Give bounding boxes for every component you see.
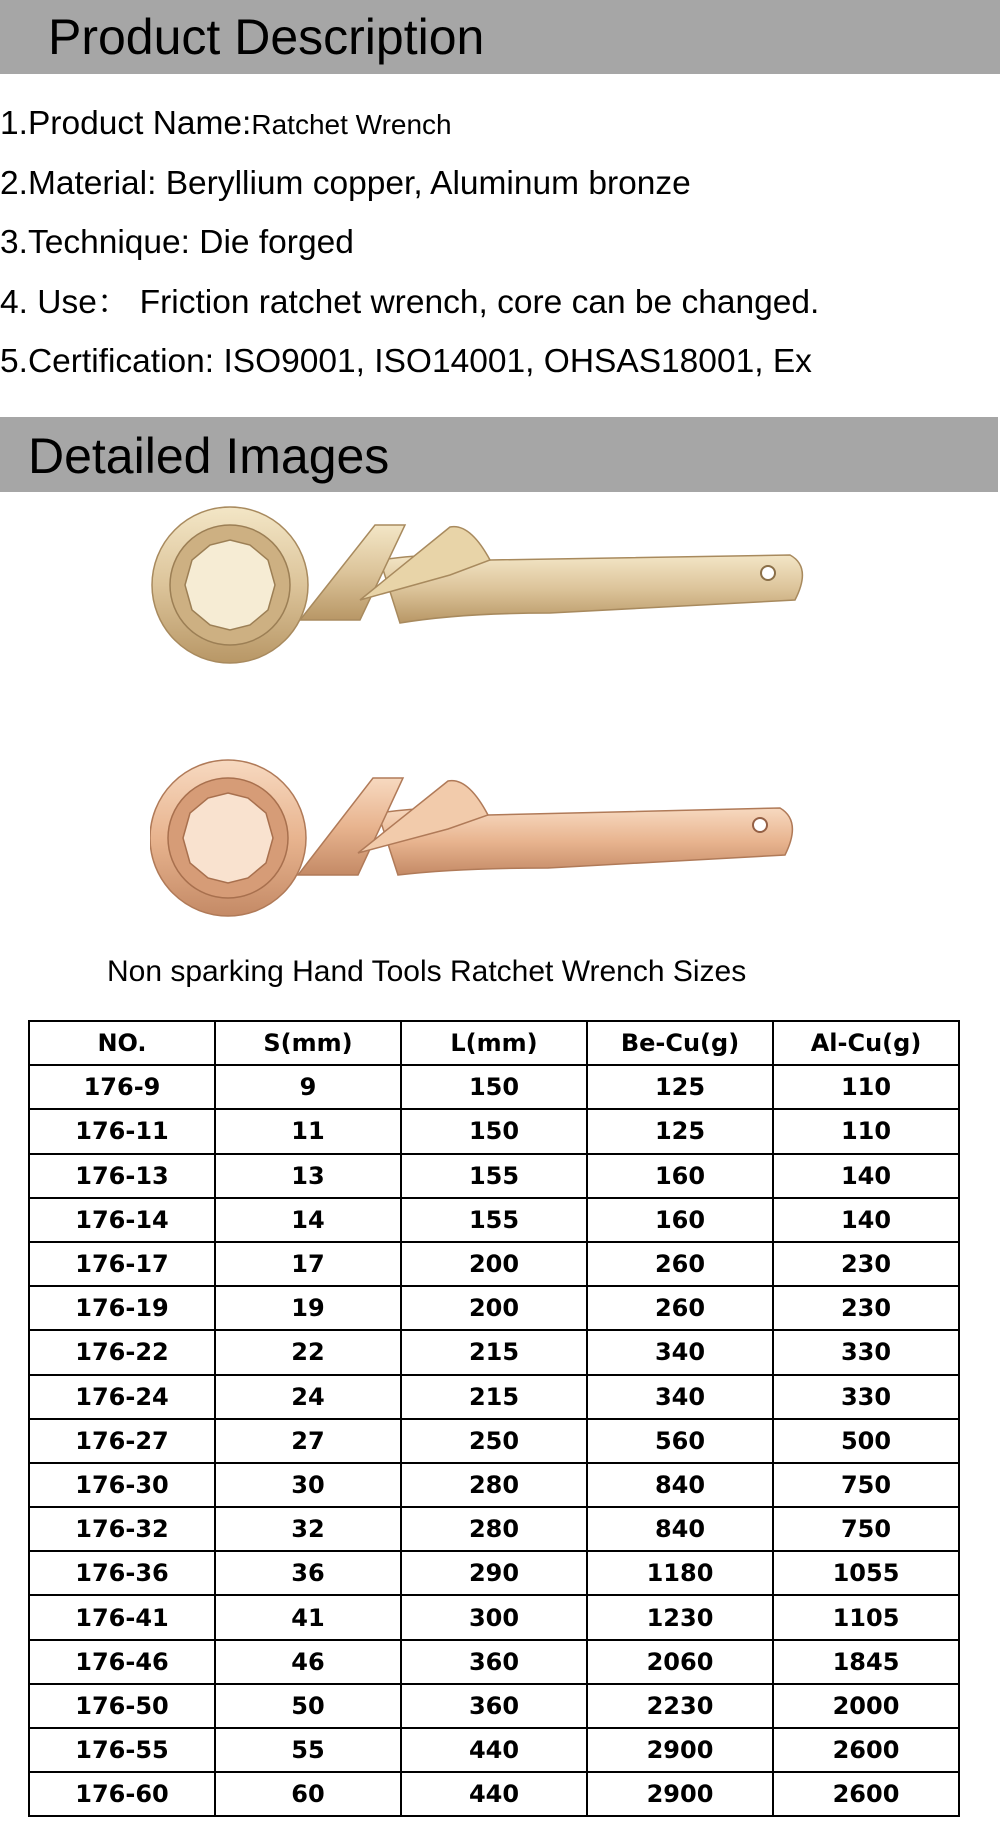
table-cell: 155 [401,1154,587,1198]
table-cell: 500 [773,1419,959,1463]
spec-label: 5.Certification: [0,343,224,380]
table-row [29,1375,959,1419]
table-cell: 36 [215,1551,401,1595]
column-header: L(mm) [401,1021,587,1065]
table-cell: 150 [401,1109,587,1153]
column-header: NO. [29,1021,215,1065]
table-cell: 1055 [773,1551,959,1595]
table-cell: 1105 [773,1595,959,1639]
table-cell: 440 [401,1728,587,1772]
spec-label: 4. Use： [0,284,140,321]
table-cell: 2230 [587,1684,773,1728]
table-row [29,1419,959,1463]
table-cell: 840 [587,1507,773,1551]
spec-value: Beryllium copper, Aluminum bronze [165,165,691,202]
table-cell: 176-24 [29,1375,215,1419]
table-cell: 330 [773,1375,959,1419]
table-cell: 27 [215,1419,401,1463]
table-row [29,1551,959,1595]
table-cell: 176-27 [29,1419,215,1463]
table-cell: 290 [401,1551,587,1595]
table-cell: 300 [401,1595,587,1639]
spec-item-material [0,167,691,201]
spec-value: Ratchet Wrench [251,109,452,140]
table-cell: 560 [587,1419,773,1463]
table-cell: 176-32 [29,1507,215,1551]
table-row [29,1772,959,1816]
table-cell: 2060 [587,1640,773,1684]
table-row [29,1154,959,1198]
table-cell: 55 [215,1728,401,1772]
table-cell: 176-50 [29,1684,215,1728]
table-cell: 176-17 [29,1242,215,1286]
table-row [29,1109,959,1153]
table-cell: 200 [401,1242,587,1286]
table-cell: 2000 [773,1684,959,1728]
table-cell: 176-22 [29,1330,215,1374]
table-row [29,1507,959,1551]
column-header: Be-Cu(g) [587,1021,773,1065]
table-cell: 360 [401,1684,587,1728]
table-row [29,1286,959,1330]
spec-item-product-name [0,107,452,141]
table-cell: 260 [587,1286,773,1330]
table-cell: 1180 [587,1551,773,1595]
table-cell: 280 [401,1463,587,1507]
table-cell: 32 [215,1507,401,1551]
detailed-images-title: Detailed Images [28,428,390,484]
table-cell: 41 [215,1595,401,1639]
table-cell: 155 [401,1198,587,1242]
table-row [29,1242,959,1286]
table-cell: 50 [215,1684,401,1728]
spec-value: ISO9001, ISO14001, OHSAS18001, Ex [223,343,812,380]
table-row [29,1684,959,1728]
table-cell: 230 [773,1242,959,1286]
table-cell: 19 [215,1286,401,1330]
table-cell: 60 [215,1772,401,1816]
table-cell: 250 [401,1419,587,1463]
table-cell: 9 [215,1065,401,1109]
table-cell: 176-19 [29,1286,215,1330]
beryllium-copper-wrench-photo [152,507,802,663]
table-cell: 360 [401,1640,587,1684]
table-cell: 24 [215,1375,401,1419]
table-cell: 176-55 [29,1728,215,1772]
table-cell: 110 [773,1065,959,1109]
spec-value: Friction ratchet wrench, core can be changed. [139,284,820,321]
table-cell: 176-41 [29,1595,215,1639]
spec-item-certification [0,345,812,379]
table-cell: 160 [587,1154,773,1198]
table-header-row [29,1021,959,1065]
table-cell: 750 [773,1507,959,1551]
table-cell: 11 [215,1109,401,1153]
table-cell: 176-46 [29,1640,215,1684]
table-cell: 330 [773,1330,959,1374]
table-cell: 2900 [587,1772,773,1816]
table-cell: 2600 [773,1772,959,1816]
table-cell: 22 [215,1330,401,1374]
product-description-header [0,0,1000,74]
table-cell: 14 [215,1198,401,1242]
spec-label: 1.Product Name: [0,105,252,142]
table-cell: 2900 [587,1728,773,1772]
table-cell: 17 [215,1242,401,1286]
table-cell: 13 [215,1154,401,1198]
size-table [28,1020,960,1817]
column-header: S(mm) [215,1021,401,1065]
table-cell: 176-60 [29,1772,215,1816]
column-header: Al-Cu(g) [773,1021,959,1065]
product-photos [150,505,810,925]
table-cell: 1230 [587,1595,773,1639]
table-cell: 280 [401,1507,587,1551]
table-cell: 440 [401,1772,587,1816]
table-cell: 230 [773,1286,959,1330]
table-row [29,1198,959,1242]
table-cell: 340 [587,1375,773,1419]
table-cell: 200 [401,1286,587,1330]
spec-item-technique [0,226,354,260]
table-cell: 260 [587,1242,773,1286]
table-cell: 176-13 [29,1154,215,1198]
spec-label: 3.Technique: [0,224,200,261]
table-title-text: Non sparking Hand Tools Ratchet Wrench Sizes [107,955,747,988]
table-cell: 176-36 [29,1551,215,1595]
table-cell: 46 [215,1640,401,1684]
table-cell: 840 [587,1463,773,1507]
table-cell: 160 [587,1198,773,1242]
table-cell: 30 [215,1463,401,1507]
table-cell: 2600 [773,1728,959,1772]
table-cell: 150 [401,1065,587,1109]
table-cell: 176-14 [29,1198,215,1242]
table-cell: 176-11 [29,1109,215,1153]
table-cell: 110 [773,1109,959,1153]
spec-label: 2.Material: [0,165,166,202]
table-cell: 176-9 [29,1065,215,1109]
table-row [29,1330,959,1374]
table-cell: 140 [773,1154,959,1198]
table-cell: 215 [401,1375,587,1419]
detailed-images-header [0,417,998,492]
table-cell: 125 [587,1109,773,1153]
table-row [29,1463,959,1507]
table-body [29,1065,959,1816]
table-cell: 340 [587,1330,773,1374]
spec-item-use [0,286,819,320]
product-description-title: Product Description [48,9,485,65]
aluminum-bronze-wrench-photo [150,760,792,916]
table-cell: 1845 [773,1640,959,1684]
table-cell: 215 [401,1330,587,1374]
table-cell: 176-30 [29,1463,215,1507]
table-cell: 125 [587,1065,773,1109]
table-cell: 140 [773,1198,959,1242]
table-row [29,1595,959,1639]
table-row [29,1728,959,1772]
spec-value: Die forged [199,224,354,261]
table-row [29,1640,959,1684]
table-row [29,1065,959,1109]
table-cell: 750 [773,1463,959,1507]
